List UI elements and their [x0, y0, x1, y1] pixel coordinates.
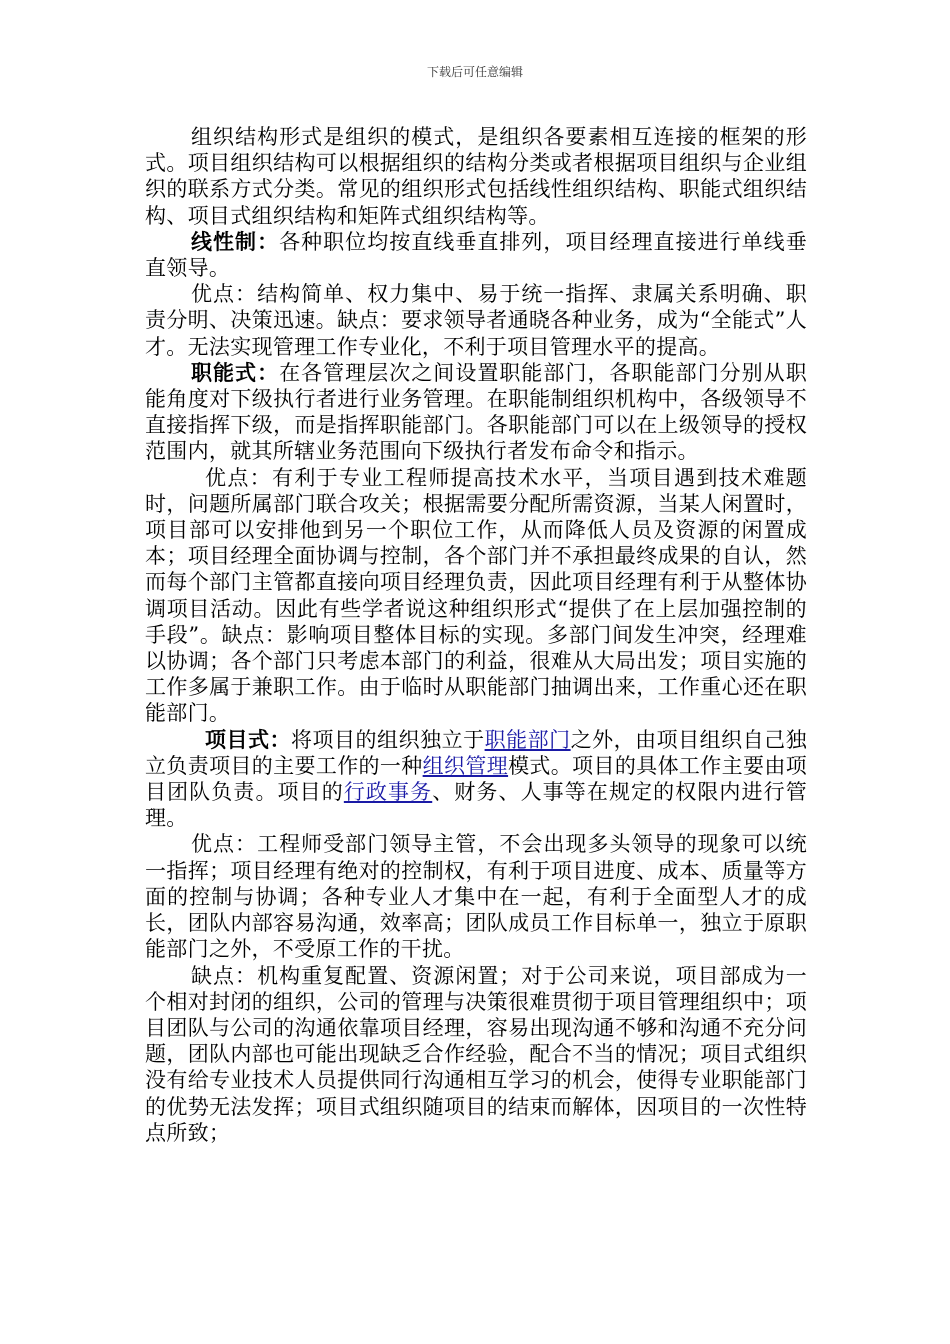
project-paragraph [145, 727, 807, 832]
functional-paragraph [145, 360, 807, 465]
project-text-1: 将项目的组织独立于 [291, 727, 485, 752]
functional-text: 在各管理层次之间设置职能部门，各职能部门分别从职能角度对下级执行者进行业务管理。在职能制组织机构中，各级领导不直接指挥下级，而是指挥职能部门。各职能部门可以在上级领导的授权范围内，就其所辖业务范围向下级执行者发布命令和指示。 [145, 360, 807, 464]
functional-heading: 职能式： [191, 360, 280, 385]
link-organization-management[interactable]: 组织管理 [422, 753, 509, 778]
intro-paragraph: 组织结构形式是组织的模式，是组织各要素相互连接的框架的形式。项目组织结构可以根据组织的结构分类或者根据项目组织与企业组织的联系方式分类。常见的组织形式包括线性组织结构、职能式组织结构、项目式组织结构和矩阵式组织结构等。 [145, 125, 807, 228]
project-text-4: 、财务、人事等在规定的权限内进行管理。 [145, 780, 807, 831]
project-heading: 项目式： [205, 727, 292, 752]
linear-text: 各种职位均按直线垂直排列，项目经理直接进行单线垂直领导。 [145, 229, 807, 281]
linear-paragraph [145, 229, 807, 281]
linear-pros-paragraph: 优点：结构简单、权力集中、易于统一指挥、隶属关系明确、职责分明、决策迅速。缺点：要求领导者通晓各种业务，成为“全能式”人才。无法实现管理工作专业化，不利于项目管理水平的提高。 [145, 282, 807, 359]
link-functional-department[interactable]: 职能部门 [484, 727, 571, 752]
document-body [145, 124, 807, 1146]
functional-pros-paragraph: 优点：有利于专业工程师提高技术水平，当项目遇到技术难题时，问题所属部门联合攻关；根据需要分配所需资源，当某人闲置时，项目部可以安排他到另一个职位工作，从而降低人员及资源的闲置成本；项目经理全面协调与控制，各个部门并不承担最终成果的自认，然而每个部门主管都直接向项目经理负责，因此项目经理有利于从整体协调项目活动。因此有些学者说这种组织形式“提供了在上层加强控制的手段”。缺点：影响项目整体目标的实现。多部门间发生冲突，经理难以协调；各个部门只考虑本部门的利益，很难从大局出发；项目实施的工作多属于兼职工作。由于临时从职能部门抽调出来，工作重心还在职能部门。 [145, 465, 807, 726]
linear-heading: 线性制： [191, 229, 280, 254]
project-cons-paragraph: 缺点：机构重复配置、资源闲置；对于公司来说，项目部成为一个相对封闭的组织，公司的管理与决策很难贯彻于项目管理组织中；项目团队与公司的沟通依靠项目经理，容易出现沟通不够和沟通不充分问题，团队内部也可能出现缺乏合作经验，配合不当的情况；项目式组织没有给专业技术人员提供同行沟通相互学习的机会，使得专业职能部门的优势无法发挥；项目式组织随项目的结束而解体，因项目的一次性特点所致； [145, 963, 807, 1145]
page-header: 下载后可任意编辑 [426, 65, 523, 79]
project-text-3: 模式。项目的具体工作主要由项目团队负责。项目的 [145, 753, 808, 805]
link-administrative-affairs[interactable]: 行政事务 [343, 780, 433, 805]
project-text-2: 之外，由项目组织自己独立负责项目的主要工作的一种 [145, 727, 807, 778]
project-pros-paragraph: 优点：工程师受部门领导主管，不会出现多头领导的现象可以统一指挥；项目经理有绝对的控制权，有利于项目进度、成本、质量等方面的控制与协调；各种专业人才集中在一起，有利于全面型人才的成长，团队内部容易沟通，效率高；团队成员工作目标单一，独立于原职能部门之外，不受原工作的干扰。 [145, 832, 807, 962]
